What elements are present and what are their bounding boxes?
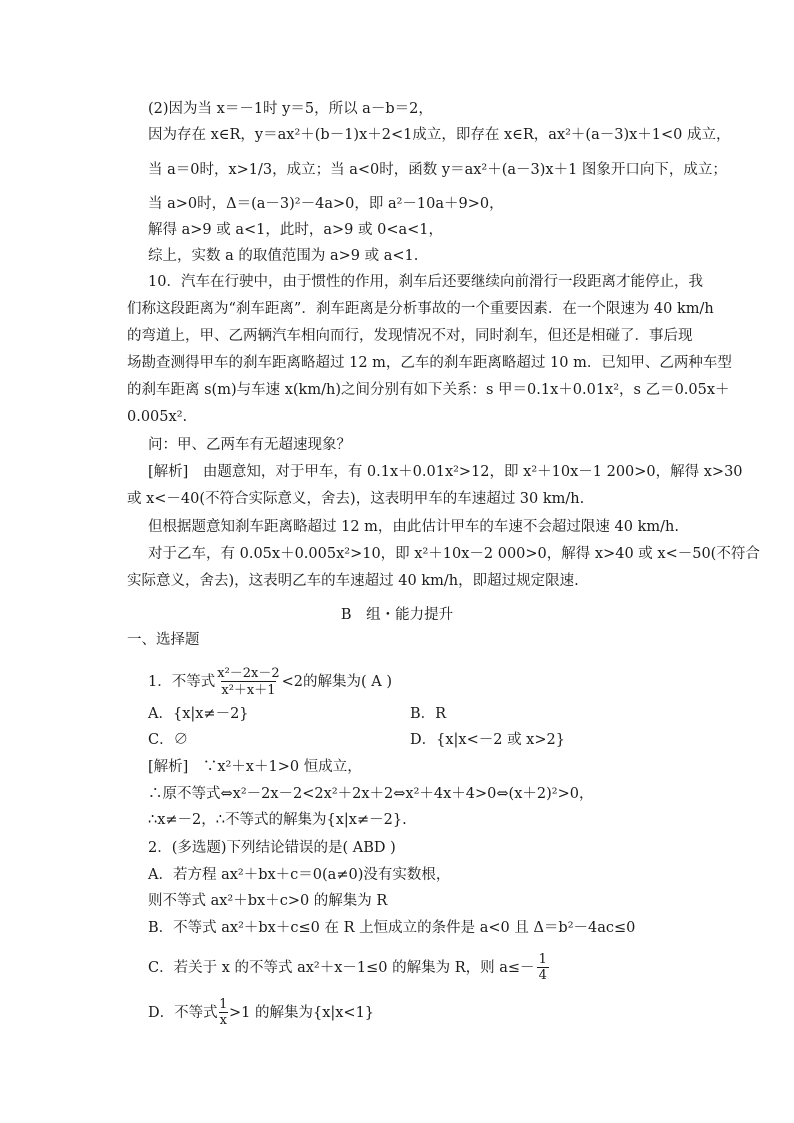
solution-line: ∴原不等式⇔x²－2x－2<2x²＋2x＋2⇔x²＋4x＋4>0⇔(x＋2)²>0， [148,786,594,802]
solution-line: ∴x≠－2，∴不等式的解集为{x|x≠－2}. [148,812,407,828]
mc1-stem-post: <2的解集为( A ) [281,674,393,690]
text-line: 当 a>0时，Δ＝(a－3)²－4a>0，即 a²－10a＋9>0， [148,196,504,212]
text-line: 当 a＝0时，x>1/3，成立；当 a<0时，函数 y＝ax²＋(a－3)x＋1 图象开口向下，成立； [148,162,727,178]
solution-line: 实际意义，舍去)，这表明乙车的车速超过 40 km/h，即超过规定限速. [127,573,579,589]
option-d-pre: D．不等式 [148,1004,218,1021]
text-line: 解得 a>9 或 a<1，此时，a>9 或 0<a<1， [148,222,443,238]
fraction-numerator: 1 [219,997,228,1012]
fraction-numerator: 1 [538,952,547,967]
option-d-post: >1 的解集为{x|x<1} [228,1004,375,1021]
solution-line: [解析] 由题意知，对于甲车，有 0.1x＋0.01x²>12，即 x²＋10x－1 200>0，解得 x>30 [148,464,743,480]
mc1-stem [148,666,392,698]
question-10-line: 们称这段距离为“刹车距离”．刹车距离是分析事故的一个重要因素．在一个限速为 40 km/h [127,301,714,317]
option-c [148,952,549,983]
text-line: (2)因为当 x＝－1时 y＝5，所以 a－b＝2， [148,101,433,117]
text-line: 综上，实数 a 的取值范围为 a>9 或 a<1. [148,248,419,264]
mc1-stem-pre: 1．不等式 [148,674,216,690]
section-heading: B 组・能力提升 [340,607,454,623]
fraction-denominator: 4 [538,968,547,983]
text-line: 因为存在 x∈R，y＝ax²＋(b－1)x＋2<1成立，即存在 x∈R，ax²＋(a－3)x＋1<0 成立， [148,127,731,143]
option-b: B．不等式 ax²＋bx＋c≤0 在 R 上恒成立的条件是 a<0 且 Δ＝b²－4ac≤0 [148,920,636,936]
fraction [217,666,279,698]
solution-line: 但根据题意知刹车距离略超过 12 m，由此估计甲车的车速不会超过限速 40 km/h. [148,519,679,535]
solution-line: [解析] ∵x²＋x＋1>0 恒成立， [148,759,362,775]
question-10-line: 0.005x². [127,409,188,425]
choice-section-title: 一、选择题 [127,632,200,648]
fraction-denominator: x²＋x＋1 [221,683,276,698]
fraction [537,952,549,983]
option-a: A．{x|x≠－2} [148,706,249,722]
question-10-line: 的刹车距离 s(m)与车速 x(km/h)之间分别有如下关系：s 甲＝0.1x＋0.01x²，s 乙＝0.05x＋ [127,382,730,398]
solution-line: 对于乙车，有 0.05x＋0.005x²>10，即 x²＋10x－2 000>0，解得 x>40 或 x<－50(不符合 [148,546,760,562]
option-c-text: C．若关于 x 的不等式 ax²＋x－1≤0 的解集为 R，则 a≤－ [148,959,535,976]
option-b: B．R [410,706,447,722]
question-10-ask: 问：甲、乙两车有无超速现象？ [148,437,351,453]
fraction-denominator: x [219,1013,227,1028]
option-a-cont: 则不等式 ax²＋bx＋c>0 的解集为 R [148,893,388,909]
solution-line: 或 x<－40(不符合实际意义，舍去)，这表明甲车的车速超过 30 km/h. [127,491,585,507]
fraction [219,997,228,1028]
option-a: A．若方程 ax²＋bx＋c＝0(a≠0)没有实数根， [148,867,451,883]
mc2-stem: 2．(多选题)下列结论错误的是( ABD ) [148,840,396,856]
option-c: C．∅ [148,732,189,748]
option-d: D．{x|x<－2 或 x>2} [410,732,565,748]
fraction-numerator: x²－2x－2 [217,666,280,681]
question-10-line: 的弯道上，甲、乙两辆汽车相向而行，发现情况不对，同时刹车，但还是相碰了．事后现 [127,328,693,344]
option-d [148,997,374,1028]
question-10-line: 10．汽车在行驶中，由于惯性的作用，刹车后还要继续向前滑行一段距离才能停止，我 [148,274,703,290]
question-10-line: 场勘查测得甲车的刹车距离略超过 12 m，乙车的刹车距离略超过 10 m．已知甲、乙两种车型 [127,355,732,371]
